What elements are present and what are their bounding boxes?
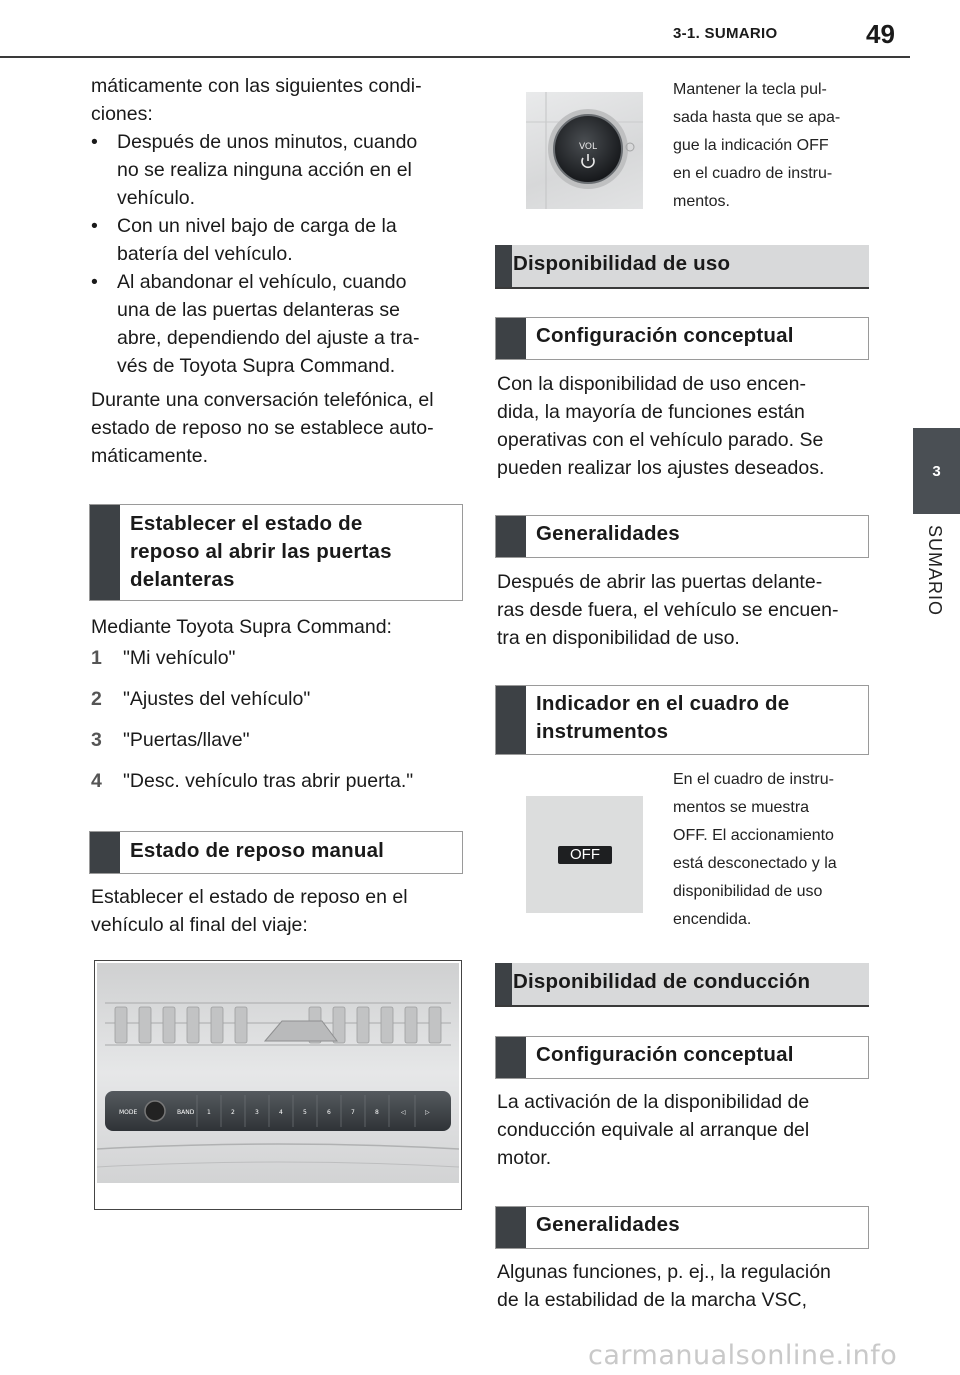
- text-line: estado de reposo no se establece auto-: [91, 417, 434, 439]
- text-line: conducción equivale al arranque del: [497, 1119, 810, 1141]
- bullet-dot: •: [91, 215, 98, 237]
- console-label-mode: MODE: [119, 1109, 138, 1116]
- preset-label: ▷: [425, 1109, 430, 1116]
- heading-line: reposo al abrir las puertas: [130, 540, 392, 563]
- caption-line: disponibilidad de uso: [673, 883, 823, 900]
- heading-bar: [496, 516, 526, 557]
- text-line: Durante una conversación telefónica, el: [91, 389, 434, 411]
- heading-generalidades-1: [495, 515, 869, 558]
- heading-bar: [90, 832, 120, 873]
- preset-label: 3: [255, 1109, 259, 1116]
- chapter-label: SUMARIO: [925, 525, 945, 617]
- text-line: ras desde fuera, el vehículo se encuen-: [497, 599, 839, 621]
- bullet-item: [91, 128, 471, 212]
- step-number: 2: [91, 688, 102, 710]
- step-number: 1: [91, 647, 102, 669]
- text-line: La activación de la disponibilidad de: [497, 1091, 810, 1113]
- header-rule: [0, 56, 910, 58]
- bullet-dot: •: [91, 131, 98, 153]
- console-label-band: BAND: [177, 1109, 195, 1116]
- caption-line: sada hasta que se apa-: [673, 109, 841, 126]
- heading-bar: [495, 963, 512, 1005]
- step-number: 4: [91, 770, 102, 792]
- preset-label: 6: [327, 1109, 331, 1116]
- text-line: Con la disponibilidad de uso encen-: [497, 373, 806, 395]
- heading-bar: [496, 1037, 526, 1078]
- text-line: Después de abrir las puertas delante-: [497, 571, 823, 593]
- heading-manual: [89, 831, 463, 874]
- step-text: "Mi vehículo": [123, 647, 236, 669]
- caption-line: mentos se muestra: [673, 799, 810, 816]
- text-line: una de las puertas delanteras se: [117, 299, 400, 321]
- step-item: [91, 685, 471, 713]
- text-line: motor.: [497, 1147, 552, 1169]
- preset-label: 1: [207, 1109, 211, 1116]
- heading-generalidades-2: [495, 1206, 869, 1249]
- text-line: no se realiza ninguna acción en el: [117, 159, 412, 181]
- gen1-paragraph: [497, 568, 877, 652]
- text-line: de la estabilidad de la marcha VSC,: [497, 1289, 808, 1311]
- heading-line: Estado de reposo manual: [130, 839, 385, 862]
- heading-disponibilidad-uso: [495, 245, 869, 289]
- text-line: Establecer el estado de reposo en el: [91, 886, 408, 908]
- manual-paragraph: [91, 883, 471, 939]
- footer-watermark: carmanualsonline.info: [588, 1340, 898, 1371]
- caption-line: gue la indicación OFF: [673, 137, 829, 154]
- text-line: máticamente.: [91, 445, 209, 467]
- heading-line: delanteras: [130, 568, 235, 591]
- heading-line: Configuración conceptual: [536, 324, 794, 347]
- text-line: máticamente con las siguientes condi-: [91, 75, 422, 97]
- step-item: [91, 726, 471, 754]
- off-indicator: OFF: [558, 846, 612, 864]
- heading-line: Disponibilidad de uso: [513, 252, 731, 275]
- text-line: vehículo al final del viaje:: [91, 914, 308, 936]
- console-image: [97, 963, 459, 1183]
- caption-line: OFF. El accionamiento: [673, 827, 834, 844]
- bullet-item: [91, 212, 471, 268]
- heading-line: Generalidades: [536, 1213, 680, 1236]
- text-line: dida, la mayoría de funciones están: [497, 401, 805, 423]
- heading-indicador: [495, 685, 869, 755]
- heading-doors: [89, 504, 463, 601]
- text-line: abre, dependiendo del ajuste a tra-: [117, 327, 420, 349]
- bullet-dot: •: [91, 271, 98, 293]
- preset-label: ◁: [401, 1109, 406, 1116]
- text-line: pueden realizar los ajustes deseados.: [497, 457, 825, 479]
- conf2-paragraph: [497, 1088, 877, 1172]
- text-line: tra en disponibilidad de uso.: [497, 627, 740, 649]
- section-title: 3-1. SUMARIO: [673, 25, 778, 42]
- heading-line: Establecer el estado de: [130, 512, 363, 535]
- text-line: vés de Toyota Supra Command.: [117, 355, 396, 377]
- conf1-paragraph: [497, 370, 877, 482]
- caption-line: En el cuadro de instru-: [673, 771, 834, 788]
- heading-configuracion-2: [495, 1036, 869, 1079]
- step-item: [91, 767, 471, 795]
- preset-label: 4: [279, 1109, 283, 1116]
- step-text: "Puertas/llave": [123, 729, 250, 751]
- volume-knob-image: [526, 92, 643, 209]
- page-number: 49: [866, 19, 895, 49]
- text-line: Algunas funciones, p. ej., la regulación: [497, 1261, 831, 1283]
- gen2-paragraph: [497, 1258, 877, 1314]
- step-text: "Desc. vehículo tras abrir puerta.": [123, 770, 414, 792]
- heading-configuracion-1: [495, 317, 869, 360]
- heading-line: Configuración conceptual: [536, 1043, 794, 1066]
- intro-paragraph: [91, 72, 471, 128]
- caption-line: encendida.: [673, 911, 752, 928]
- heading-line: Indicador en el cuadro de: [536, 692, 790, 715]
- bullet-item: [91, 268, 471, 380]
- chapter-tab: [913, 428, 960, 514]
- heading-bar: [496, 686, 526, 754]
- heading-line: instrumentos: [536, 720, 669, 743]
- step-text: "Ajustes del vehículo": [123, 688, 311, 710]
- caption-line: está desconectado y la: [673, 855, 837, 872]
- step-item: [91, 644, 471, 672]
- heading-bar: [90, 505, 120, 600]
- preset-label: 5: [303, 1109, 307, 1116]
- text-line: vehículo.: [117, 187, 196, 209]
- text-line: ciones:: [91, 103, 153, 125]
- vol-caption: [673, 76, 873, 216]
- heading-bar: [495, 245, 512, 287]
- phone-paragraph: [91, 386, 471, 470]
- heading-bar: [496, 1207, 526, 1248]
- caption-line: mentos.: [673, 193, 730, 210]
- off-indicator-image: [526, 796, 643, 913]
- command-intro: Mediante Toyota Supra Command:: [91, 616, 392, 638]
- preset-label: 7: [351, 1109, 355, 1116]
- off-caption: [673, 766, 873, 934]
- text-line: operativas con el vehículo parado. Se: [497, 429, 824, 451]
- text-line: batería del vehículo.: [117, 243, 293, 265]
- vol-label: VOL: [578, 142, 598, 152]
- preset-label: 8: [375, 1109, 379, 1116]
- heading-line: Disponibilidad de conducción: [513, 970, 811, 993]
- chapter-number: 3: [932, 462, 941, 480]
- heading-line: Generalidades: [536, 522, 680, 545]
- text-line: Al abandonar el vehículo, cuando: [117, 271, 407, 293]
- text-line: Después de unos minutos, cuando: [117, 131, 418, 153]
- heading-bar: [496, 318, 526, 359]
- heading-disponibilidad-conduccion: [495, 963, 869, 1007]
- caption-line: Mantener la tecla pul-: [673, 81, 827, 98]
- text-line: Con un nivel bajo de carga de la: [117, 215, 397, 237]
- step-number: 3: [91, 729, 102, 751]
- caption-line: en el cuadro de instru-: [673, 165, 833, 182]
- preset-label: 2: [231, 1109, 235, 1116]
